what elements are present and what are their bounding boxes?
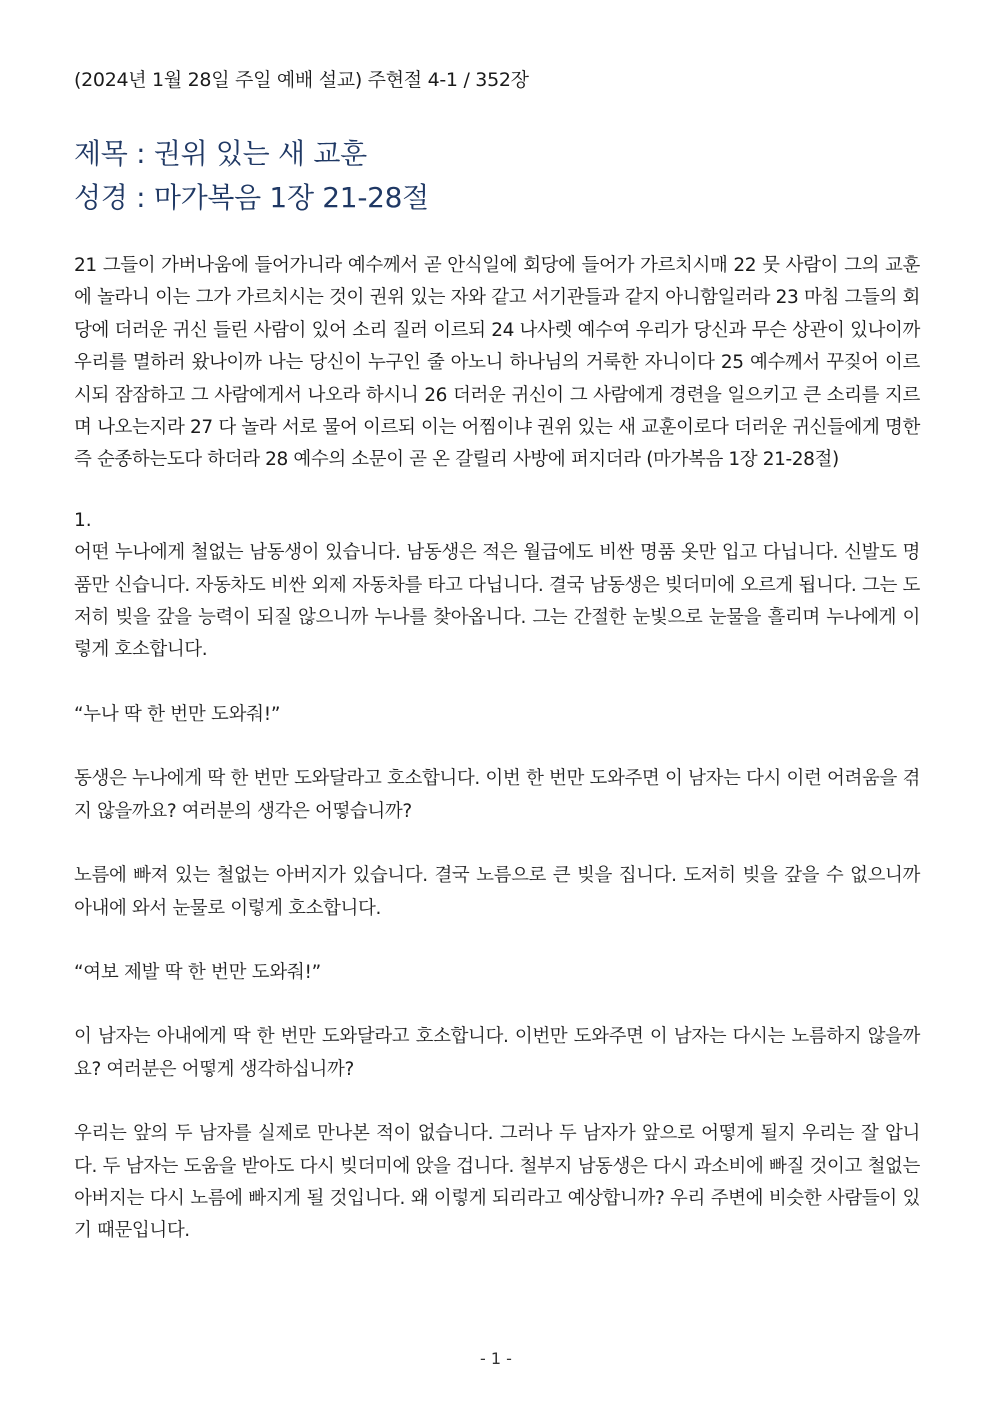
paragraph-2: 동생은 누나에게 딱 한 번만 도와달라고 호소합니다. 이번 한 번만 도와주면 이 남자는 다시 이런 어려움을 겪지 않을까요? 여러분의 생각은 어떻습니까? [74, 768, 920, 822]
document-page [74, 62, 920, 1280]
quote-1: “누나 딱 한 번만 도와줘!” [74, 703, 281, 725]
scripture-passage: 21 그들이 가버나움에 들어가니라 예수께서 곧 안식일에 회당에 들어가 가르치시매 22 뭇 사람이 그의 교훈에 놀라니 이는 그가 가르치시는 것이 권위 있는 자와 같고 서기관들과 같지 아니함일러라 23 마침 그들의 회당에 더러운 귀신 들린 사람이 있어 소리 질러 이르되 24 나사렛 예수여 우리가 당신과 무슨 상관이 있나이까 우리를 멸하러 왔나이까 나는 당신이 누구인 줄 아노니 하나님의 거룩한 자니이다 25 예수께서 꾸짖어 이르시되 잠잠하고 그 사람에게서 나오라 하시니 26 더러운 귀신이 그 사람에게 경련을 일으키고 큰 소리를 지르며 나오는지라 27 다 놀라 서로 물어 이르되 이는 어찜이냐 권위 있는 새 교훈이로다 더러운 귀신들에게 명한즉 순종하는도다 하더라 28 예수의 소문이 곧 온 갈릴리 사방에 퍼지더라 (마가복음 1장 21-28절) [74, 255, 920, 471]
paragraph-4: 이 남자는 아내에게 딱 한 번만 도와달라고 호소합니다. 이번만 도와주면 이 남자는 다시는 노름하지 않을까요? 여러분은 어떻게 생각하십니까? [74, 1026, 920, 1080]
section-number: 1. [74, 509, 92, 531]
page-number: - 1 - [480, 1349, 512, 1368]
sermon-title: 제목 : 권위 있는 새 교훈 [74, 137, 367, 170]
paragraph-5: 우리는 앞의 두 남자를 실제로 만나본 적이 없습니다. 그러나 두 남자가 앞으로 어떻게 될지 우리는 잘 압니다. 두 남자는 도움을 받아도 다시 빚더미에 앉을 겁니다. 철부지 남동생은 다시 과소비에 빠질 것이고 철없는 아버지는 다시 노름에 빠지게 될 것입니다. 왜 이렇게 되리라고 예상합니까? 우리 주변에 비슷한 사람들이 있기 때문입니다. [74, 1123, 920, 1242]
sermon-header: (2024년 1월 28일 주일 예배 설교) 주현절 4-1 / 352장 [74, 69, 529, 91]
paragraph-3: 노름에 빠져 있는 철없는 아버지가 있습니다. 결국 노름으로 큰 빚을 집니다. 도저히 빚을 갚을 수 없으니까 아내에 와서 눈물로 이렇게 호소합니다. [74, 865, 920, 919]
paragraph-1: 어떤 누나에게 철없는 남동생이 있습니다. 남동생은 적은 월급에도 비싼 명품 옷만 입고 다닙니다. 신발도 명품만 신습니다. 자동차도 비싼 외제 자동차를 타고 다닙니다. 결국 남동생은 빚더미에 오르게 됩니다. 그는 도저히 빚을 갚을 능력이 되질 않으니까 누나를 찾아옵니다. 그는 간절한 눈빛으로 눈물을 흘리며 누나에게 이렇게 호소합니다. [74, 542, 920, 661]
title-block [74, 132, 920, 220]
scripture-reference: 성경 : 마가복음 1장 21-28절 [74, 181, 429, 214]
quote-2: “여보 제발 딱 한 번만 도와줘!” [74, 961, 321, 983]
